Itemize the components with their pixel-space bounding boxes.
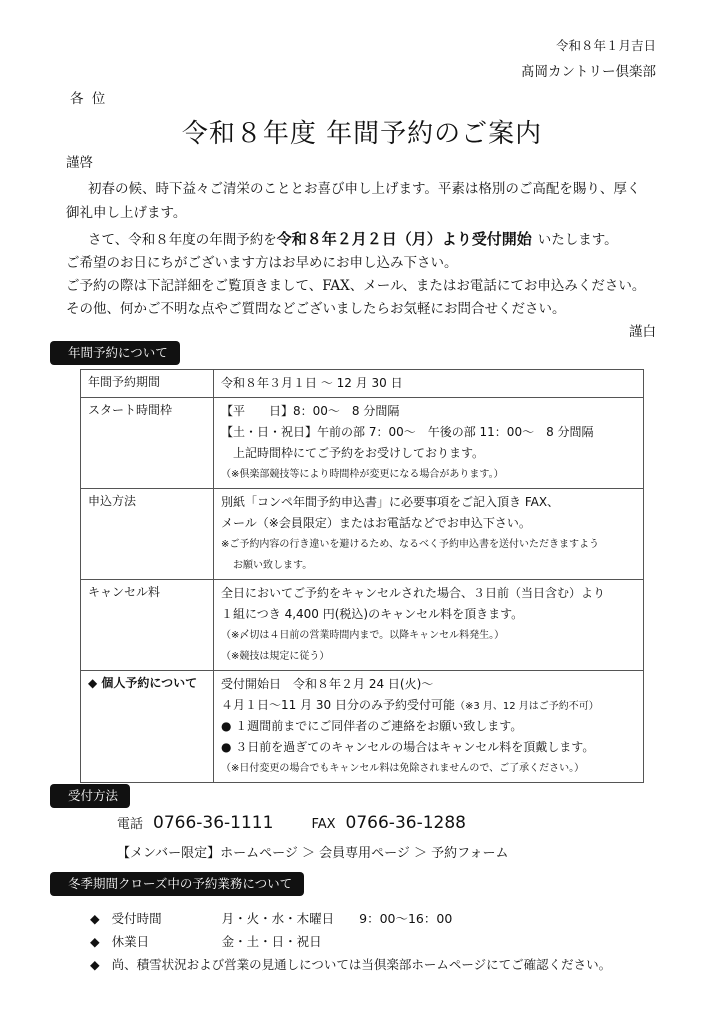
letter-paragraph-2 xyxy=(88,228,618,251)
row-value-period xyxy=(214,370,644,398)
letter-opening: 謹啓 xyxy=(66,155,93,171)
winter-hours-key: 受付時間 xyxy=(111,911,162,926)
winter-holidays-value: 金・土・日・祝日 xyxy=(221,934,322,949)
row-value-cancellation xyxy=(214,580,644,671)
weekday-times: 【平 日】8：00～ 8 分間隔 xyxy=(221,404,400,418)
application-note-1: ※ご予約内容の行き違いを避けるため、なるべく予約申込書を送付いただきますよう xyxy=(221,539,599,550)
times-note: 上記時間枠にてご予約をお受けしております。 xyxy=(233,446,485,460)
letter-paragraph-4: ご予約の際は下記詳細をご覧頂きまして、FAX、メール、またはお電話にてお申込みください。 xyxy=(66,278,646,294)
announcement-start-date: 令和８年２月２日（月）より受付開始 xyxy=(276,230,532,248)
cancellation-text-2: １組につき 4,400 円(税込)のキャンセル料を頂きます。 xyxy=(221,607,524,621)
cancellation-note-1: （※〆切は４日前の営業時間内まで。以降キャンセル料発生。） xyxy=(221,630,505,641)
tel-label: 電話 xyxy=(117,817,144,832)
issue-date: 令和８年１月吉日 xyxy=(555,38,656,53)
diamond-bullet-icon: ◆ xyxy=(90,934,100,949)
winter-item-holidays xyxy=(90,932,322,950)
section-label-winter: 冬季期間クローズ中の予約業務について xyxy=(50,872,304,896)
row-header-period: 年間予約期間 xyxy=(81,370,214,398)
section-label-annual: 年間予約について xyxy=(50,341,180,365)
announcement-pre: さて、令和８年度の年間予約を xyxy=(88,232,277,248)
addressee: 各 位 xyxy=(70,91,108,107)
individual-companion-notice: ● １週間前までにご同伴者のご連絡をお願い致します。 xyxy=(221,719,523,733)
individual-range xyxy=(221,695,643,716)
row-value-individual xyxy=(214,671,644,783)
individual-start-date: 受付開始日 令和８年２月 24 日(火)～ xyxy=(221,677,434,691)
winter-note-text: 尚、積雪状況および営業の見通しについては当倶楽部ホームページにてご確認ください。 xyxy=(111,957,612,972)
row-header-start-times: スタート時間枠 xyxy=(81,398,214,489)
diamond-bullet-icon: ◆ xyxy=(90,911,100,926)
fax-number[interactable]: 0766-36-1288 xyxy=(345,813,466,833)
application-text-2: メール（※会員限定）またはお電話などでお申込下さい。 xyxy=(221,516,531,530)
cancellation-note-2: （※競技は規定に従う） xyxy=(221,651,330,662)
times-footnote: （※倶楽部競技等により時間枠が変更になる場合があります。） xyxy=(221,469,504,480)
weekend-times: 【土・日・祝日】午前の部 7：00～ 午後の部 11：00～ 8 分間隔 xyxy=(221,425,594,439)
organization-name: 髙岡カントリー倶楽部 xyxy=(521,64,656,80)
letter-paragraph-5: その他、何かご不明な点やご質問などございましたらお気軽にお問合せください。 xyxy=(66,301,566,317)
cancellation-text-1: 全日においてご予約をキャンセルされた場合、３日前（当日含む）より xyxy=(221,586,606,600)
diamond-bullet-icon: ◆ xyxy=(90,957,100,972)
contact-line xyxy=(117,813,466,833)
fax-label: FAX xyxy=(311,817,336,832)
individual-range-text: ４月１日～11 月 30 日分のみ予約受付可能 xyxy=(221,698,455,712)
letter-closing: 謹白 xyxy=(629,324,656,340)
member-web-path[interactable]: 【メンバー限定】ホームページ ＞ 会員専用ページ ＞ 予約フォーム xyxy=(117,846,509,861)
row-value-application xyxy=(214,489,644,580)
individual-date-change-note: （※日付変更の場合でもキャンセル料は免除されませんので、ご了承ください。） xyxy=(221,763,585,774)
row-header-individual: ◆ 個人予約について xyxy=(81,671,214,783)
page-title: 令和８年度 年間予約のご案内 xyxy=(181,119,543,149)
winter-holidays-key: 休業日 xyxy=(111,934,150,949)
individual-cancel-notice: ● ３日前を過ぎてのキャンセルの場合はキャンセル料を頂戴します。 xyxy=(221,740,595,754)
letter-paragraph-1-cont: 御礼申し上げます。 xyxy=(66,205,187,221)
tel-number[interactable]: 0766-36-1111 xyxy=(153,813,274,833)
winter-hours-value: 月・火・水・木曜日 9：00～16：00 xyxy=(221,911,453,926)
letter-paragraph-1: 初春の候、時下益々ご清栄のこととお喜び申し上げます。平素は格別のご高配を賜り、厚く xyxy=(88,181,641,197)
table-row xyxy=(81,398,644,489)
period-text: 令和８年３月１日 ～ 12 月 30 日 xyxy=(221,376,403,390)
table-row xyxy=(81,370,644,398)
row-header-application: 申込方法 xyxy=(81,489,214,580)
table-row xyxy=(81,580,644,671)
winter-item-note xyxy=(90,955,611,973)
letter-paragraph-3: ご希望のお日にちがございます方はお早めにお申し込み下さい。 xyxy=(66,255,458,271)
application-note-2: お願い致します。 xyxy=(233,560,313,571)
row-value-start-times xyxy=(214,398,644,489)
winter-item-hours xyxy=(90,909,452,927)
table-row xyxy=(81,489,644,580)
row-header-cancellation: キャンセル料 xyxy=(81,580,214,671)
annual-reservation-table xyxy=(80,369,644,783)
individual-range-note: （※3 月、12 月はご予約不可） xyxy=(454,701,599,712)
announcement-post: いたします。 xyxy=(537,232,618,248)
application-text-1: 別紙「コンペ年間予約申込書」に必要事項をご記入頂き FAX、 xyxy=(221,495,560,509)
table-row xyxy=(81,671,644,783)
section-label-reception: 受付方法 xyxy=(50,784,130,808)
